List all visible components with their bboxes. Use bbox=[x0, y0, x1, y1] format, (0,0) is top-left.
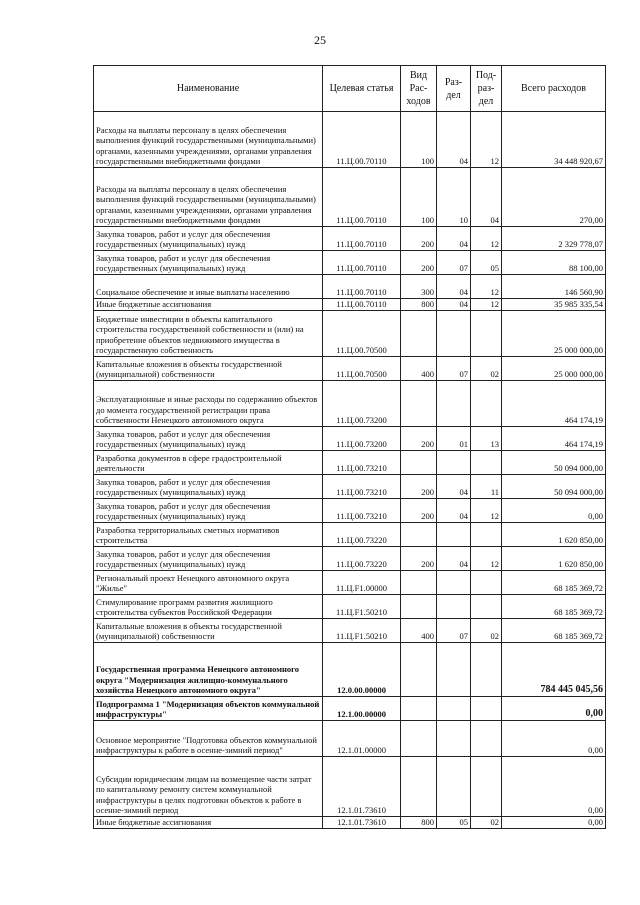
row-total: 464 174,19 bbox=[502, 381, 606, 427]
row-section: 04 bbox=[437, 275, 471, 299]
row-expense-type: 300 bbox=[401, 275, 437, 299]
row-name: Разработка документов в сфере градостроительной деятельности bbox=[94, 451, 323, 475]
table-row bbox=[94, 451, 606, 475]
row-target-code: 11.Ц.00.70110 bbox=[323, 227, 401, 251]
row-expense-type: 200 bbox=[401, 251, 437, 275]
row-section: 04 bbox=[437, 299, 471, 311]
row-name: Расходы на выплаты персоналу в целях обеспечения выполнения функций государственными (муниципальными) органами, казенными учреждениями, органами управления государственными внебюджетными фондами bbox=[94, 168, 323, 227]
row-section bbox=[437, 451, 471, 475]
row-target-code: 11.Ц.00.73220 bbox=[323, 523, 401, 547]
table-row bbox=[94, 299, 606, 311]
row-section: 07 bbox=[437, 251, 471, 275]
row-expense-type bbox=[401, 697, 437, 721]
row-subsection: 04 bbox=[471, 168, 502, 227]
row-name: Подпрограмма 1 "Модернизация объектов коммунальной инфраструктуры" bbox=[94, 697, 323, 721]
row-subsection: 12 bbox=[471, 547, 502, 571]
row-section bbox=[437, 523, 471, 547]
row-section bbox=[437, 721, 471, 757]
row-subsection bbox=[471, 697, 502, 721]
row-subsection: 12 bbox=[471, 112, 502, 168]
row-subsection bbox=[471, 757, 502, 817]
row-subsection bbox=[471, 571, 502, 595]
row-target-code: 12.1.01.00000 bbox=[323, 721, 401, 757]
row-expense-type bbox=[401, 451, 437, 475]
row-total: 0,00 bbox=[502, 817, 606, 829]
row-subsection bbox=[471, 311, 502, 357]
row-name: Разработка территориальных сметных нормативов строительства bbox=[94, 523, 323, 547]
row-target-code: 11.Ц.00.70110 bbox=[323, 275, 401, 299]
row-name: Расходы на выплаты персоналу в целях обеспечения выполнения функций государственными (муниципальными) органами, казенными учреждениями, органами управления государственными внебюджетными фондами bbox=[94, 112, 323, 168]
row-section: 04 bbox=[437, 112, 471, 168]
table-row bbox=[94, 168, 606, 227]
table-row bbox=[94, 499, 606, 523]
row-total: 25 000 000,00 bbox=[502, 357, 606, 381]
row-subsection: 13 bbox=[471, 427, 502, 451]
row-total: 34 448 920,67 bbox=[502, 112, 606, 168]
row-target-code: 11.Ц.00.70500 bbox=[323, 357, 401, 381]
row-subsection bbox=[471, 381, 502, 427]
row-section bbox=[437, 643, 471, 697]
row-total: 0,00 bbox=[502, 721, 606, 757]
table-row bbox=[94, 697, 606, 721]
header-target: Целевая статья bbox=[323, 66, 401, 112]
row-name: Закупка товаров, работ и услуг для обеспечения государственных (муниципальных) нужд bbox=[94, 547, 323, 571]
row-expense-type bbox=[401, 757, 437, 817]
row-expense-type: 200 bbox=[401, 227, 437, 251]
row-target-code: 11.Ц.F1.50210 bbox=[323, 619, 401, 643]
table-row bbox=[94, 381, 606, 427]
header-name: Наименование bbox=[94, 66, 323, 112]
row-target-code: 11.Ц.00.70110 bbox=[323, 251, 401, 275]
row-expense-type: 100 bbox=[401, 168, 437, 227]
table-row bbox=[94, 311, 606, 357]
row-total: 784 445 045,56 bbox=[502, 643, 606, 697]
row-subsection bbox=[471, 721, 502, 757]
table-row bbox=[94, 357, 606, 381]
row-total: 50 094 000,00 bbox=[502, 451, 606, 475]
row-expense-type bbox=[401, 311, 437, 357]
table-row bbox=[94, 757, 606, 817]
row-subsection: 02 bbox=[471, 817, 502, 829]
row-expense-type: 200 bbox=[401, 547, 437, 571]
row-expense-type: 800 bbox=[401, 299, 437, 311]
row-section bbox=[437, 697, 471, 721]
table-header-row bbox=[94, 66, 606, 112]
page-number: 25 bbox=[314, 33, 326, 47]
table-row bbox=[94, 475, 606, 499]
row-total: 464 174,19 bbox=[502, 427, 606, 451]
table-row bbox=[94, 251, 606, 275]
row-name: Закупка товаров, работ и услуг для обеспечения государственных (муниципальных) нужд bbox=[94, 499, 323, 523]
row-subsection bbox=[471, 595, 502, 619]
budget-table bbox=[93, 65, 606, 829]
row-subsection: 05 bbox=[471, 251, 502, 275]
row-subsection: 12 bbox=[471, 299, 502, 311]
row-subsection: 02 bbox=[471, 357, 502, 381]
row-subsection bbox=[471, 523, 502, 547]
row-name: Иные бюджетные ассигнования bbox=[94, 299, 323, 311]
table-row bbox=[94, 112, 606, 168]
table-row bbox=[94, 547, 606, 571]
row-expense-type: 800 bbox=[401, 817, 437, 829]
row-section: 04 bbox=[437, 499, 471, 523]
row-expense-type: 200 bbox=[401, 475, 437, 499]
row-section bbox=[437, 381, 471, 427]
row-section bbox=[437, 571, 471, 595]
row-expense-type: 400 bbox=[401, 619, 437, 643]
row-target-code: 11.Ц.00.70110 bbox=[323, 299, 401, 311]
header-type: Вид Рас-ходов bbox=[401, 66, 437, 112]
row-expense-type bbox=[401, 721, 437, 757]
row-target-code: 11.Ц.00.70110 bbox=[323, 168, 401, 227]
row-subsection bbox=[471, 451, 502, 475]
row-total: 0,00 bbox=[502, 757, 606, 817]
row-target-code: 11.Ц.00.73210 bbox=[323, 475, 401, 499]
row-subsection: 11 bbox=[471, 475, 502, 499]
row-name: Иные бюджетные ассигнования bbox=[94, 817, 323, 829]
row-subsection: 02 bbox=[471, 619, 502, 643]
row-name: Субсидии юридическим лицам на возмещение части затрат по капитальному ремонту систем коммунальной инфраструктуры в целях подготовки объектов к работе в осенне-зимний период bbox=[94, 757, 323, 817]
table-row bbox=[94, 643, 606, 697]
header-total: Всего расходов bbox=[502, 66, 606, 112]
row-target-code: 11.Ц.00.73220 bbox=[323, 547, 401, 571]
row-target-code: 11.Ц.00.73200 bbox=[323, 427, 401, 451]
row-target-code: 12.1.01.73610 bbox=[323, 817, 401, 829]
row-total: 35 985 335,54 bbox=[502, 299, 606, 311]
row-section bbox=[437, 595, 471, 619]
table-row bbox=[94, 227, 606, 251]
row-total: 0,00 bbox=[502, 697, 606, 721]
row-name: Региональный проект Ненецкого автономного округа "Жилье" bbox=[94, 571, 323, 595]
row-name: Стимулирование программ развития жилищного строительства субъектов Российской Федерации bbox=[94, 595, 323, 619]
row-subsection: 12 bbox=[471, 227, 502, 251]
row-section: 05 bbox=[437, 817, 471, 829]
row-target-code: 11.Ц.00.73210 bbox=[323, 451, 401, 475]
row-name: Бюджетные инвестиции в объекты капитального строительства государственной собственности и (или) на приобретение объектов недвижимого имущества в государственную собственность bbox=[94, 311, 323, 357]
row-section: 04 bbox=[437, 475, 471, 499]
row-name: Закупка товаров, работ и услуг для обеспечения государственных (муниципальных) нужд bbox=[94, 227, 323, 251]
row-section: 04 bbox=[437, 227, 471, 251]
row-section bbox=[437, 311, 471, 357]
row-subsection: 12 bbox=[471, 499, 502, 523]
row-name: Закупка товаров, работ и услуг для обеспечения государственных (муниципальных) нужд bbox=[94, 427, 323, 451]
row-expense-type: 200 bbox=[401, 427, 437, 451]
row-total: 68 185 369,72 bbox=[502, 595, 606, 619]
row-total: 88 100,00 bbox=[502, 251, 606, 275]
row-total: 68 185 369,72 bbox=[502, 619, 606, 643]
row-total: 2 329 778,07 bbox=[502, 227, 606, 251]
table-row bbox=[94, 275, 606, 299]
row-expense-type: 100 bbox=[401, 112, 437, 168]
row-total: 146 560,90 bbox=[502, 275, 606, 299]
row-section: 04 bbox=[437, 547, 471, 571]
table-row bbox=[94, 619, 606, 643]
row-subsection: 12 bbox=[471, 275, 502, 299]
row-total: 1 620 850,00 bbox=[502, 523, 606, 547]
table-row bbox=[94, 595, 606, 619]
row-total: 68 185 369,72 bbox=[502, 571, 606, 595]
header-section: Раз-дел bbox=[437, 66, 471, 112]
row-total: 270,00 bbox=[502, 168, 606, 227]
row-name: Эксплуатационные и иные расходы по содержанию объектов до момента государственной регистрации права собственности Ненецкого автономного округа bbox=[94, 381, 323, 427]
row-target-code: 11.Ц.00.70110 bbox=[323, 112, 401, 168]
row-subsection bbox=[471, 643, 502, 697]
row-section: 07 bbox=[437, 357, 471, 381]
header-subsection: Под-раз-дел bbox=[471, 66, 502, 112]
row-name: Основное мероприятие "Подготовка объектов коммунальной инфраструктуры к работе в осенне-зимний период" bbox=[94, 721, 323, 757]
row-target-code: 11.Ц.00.73200 bbox=[323, 381, 401, 427]
table-row bbox=[94, 571, 606, 595]
row-target-code: 11.Ц.00.70500 bbox=[323, 311, 401, 357]
row-expense-type bbox=[401, 571, 437, 595]
row-total: 25 000 000,00 bbox=[502, 311, 606, 357]
row-expense-type: 400 bbox=[401, 357, 437, 381]
table-row bbox=[94, 817, 606, 829]
row-target-code: 12.0.00.00000 bbox=[323, 643, 401, 697]
row-expense-type bbox=[401, 643, 437, 697]
table-row bbox=[94, 721, 606, 757]
row-total: 1 620 850,00 bbox=[502, 547, 606, 571]
row-section: 10 bbox=[437, 168, 471, 227]
row-target-code: 12.1.01.73610 bbox=[323, 757, 401, 817]
row-target-code: 11.Ц.F1.50210 bbox=[323, 595, 401, 619]
table-row bbox=[94, 523, 606, 547]
row-name: Закупка товаров, работ и услуг для обеспечения государственных (муниципальных) нужд bbox=[94, 251, 323, 275]
row-expense-type bbox=[401, 595, 437, 619]
row-expense-type bbox=[401, 523, 437, 547]
row-total: 50 094 000,00 bbox=[502, 475, 606, 499]
row-name: Капитальные вложения в объекты государственной (муниципальной) собственности bbox=[94, 357, 323, 381]
row-total: 0,00 bbox=[502, 499, 606, 523]
row-section: 01 bbox=[437, 427, 471, 451]
row-name: Капитальные вложения в объекты государственной (муниципальной) собственности bbox=[94, 619, 323, 643]
row-name: Закупка товаров, работ и услуг для обеспечения государственных (муниципальных) нужд bbox=[94, 475, 323, 499]
table-row bbox=[94, 427, 606, 451]
row-target-code: 11.Ц.00.73210 bbox=[323, 499, 401, 523]
row-target-code: 12.1.00.00000 bbox=[323, 697, 401, 721]
row-expense-type bbox=[401, 381, 437, 427]
row-name: Государственная программа Ненецкого автономного округа "Модернизация жилищно-коммунального хозяйства Ненецкого автономного округа" bbox=[94, 643, 323, 697]
row-expense-type: 200 bbox=[401, 499, 437, 523]
row-section bbox=[437, 757, 471, 817]
row-name: Социальное обеспечение и иные выплаты населению bbox=[94, 275, 323, 299]
row-target-code: 11.Ц.F1.00000 bbox=[323, 571, 401, 595]
row-section: 07 bbox=[437, 619, 471, 643]
